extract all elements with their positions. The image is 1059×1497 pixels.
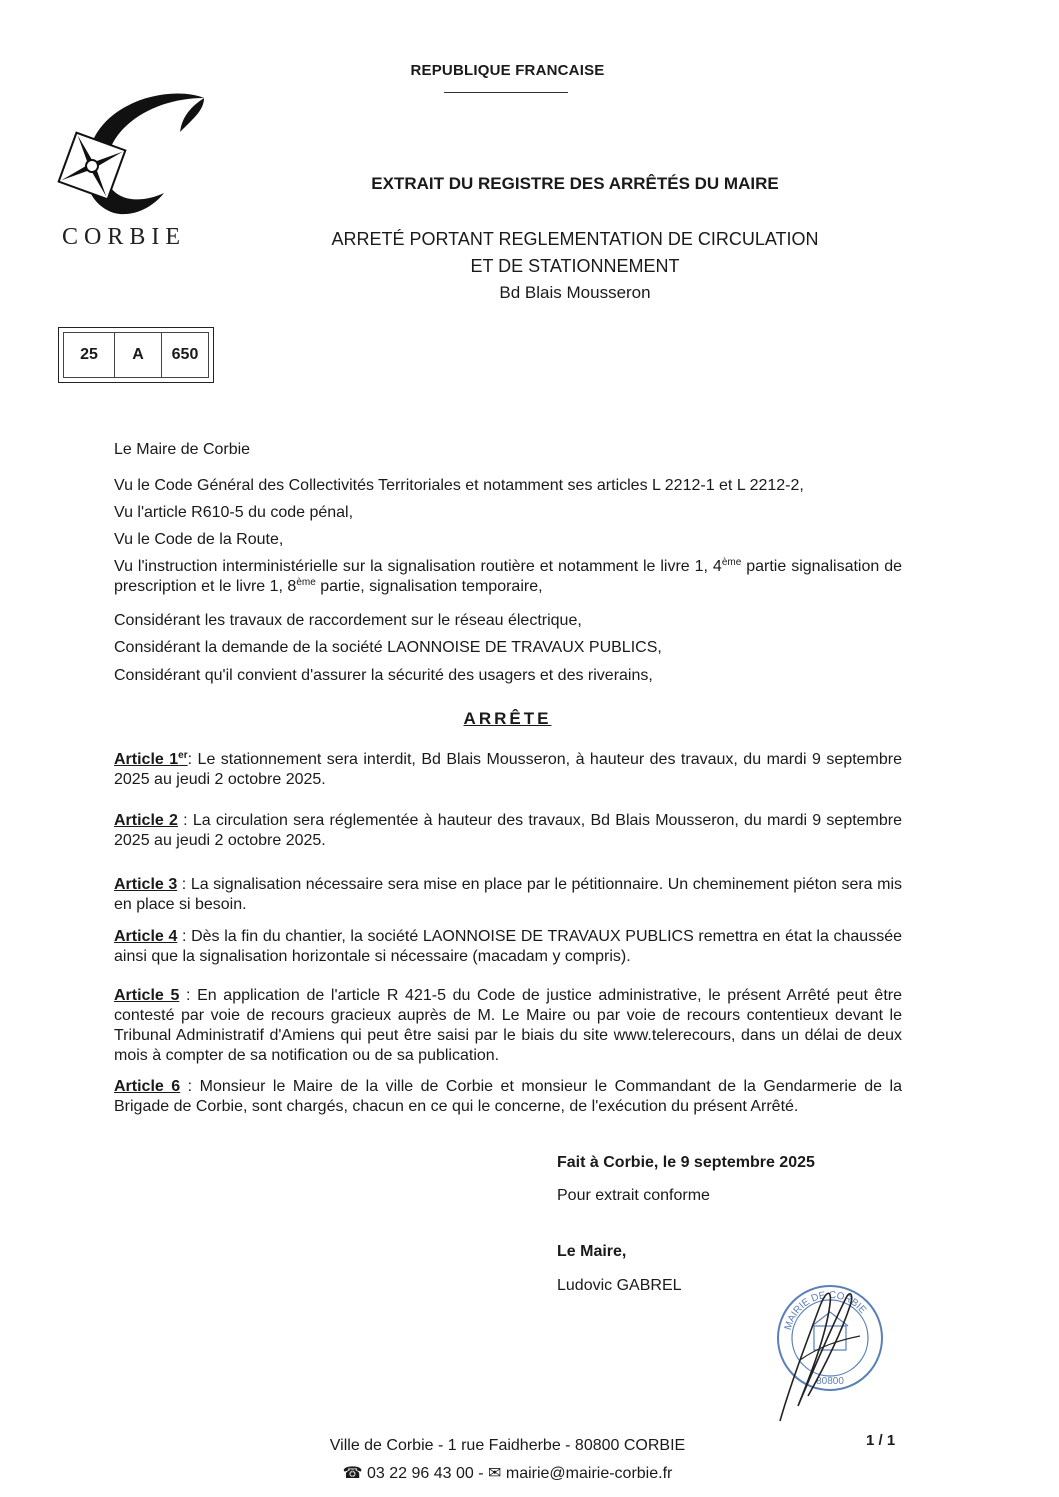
- register-extract-heading: EXTRAIT DU REGISTRE DES ARRÊTÉS DU MAIRE: [371, 174, 779, 193]
- article-6: Article 6 : Monsieur le Maire de la ville de Corbie et monsieur le Commandant de la Gendarmerie de la Brigade de Corbie, sont chargés, chacun en ce qui le concerne, de l'exécution du présent Arrêté.: [114, 1078, 903, 1115]
- decree-title-line1: ARRETÉ PORTANT REGLEMENTATION DE CIRCULATION: [331, 229, 819, 249]
- footer-address: Ville de Corbie - 1 rue Faidherbe - 80800 CORBIE: [329, 1437, 686, 1454]
- signature-name: Ludovic GABREL: [557, 1277, 682, 1294]
- fax-mail-icon: ✉: [488, 1465, 502, 1482]
- preamble-considerant-securite: Considérant qu'il convient d'assurer la sécurité des usagers et des riverains,: [114, 667, 653, 684]
- reference-type: A: [115, 333, 162, 377]
- preamble-considerant-travaux: Considérant les travaux de raccordement sur le réseau électrique,: [114, 612, 582, 629]
- decree-title-location: Bd Blais Mousseron: [499, 283, 651, 302]
- article-5: Article 5 : En application de l'article R 421-5 du Code de justice administrative, le présent Arrêté peut être contesté par voie de recours gracieux auprès de M. Le Maire ou par voie de recours contentieux devant le Tribunal Administratif d'Amiens qui peut être saisi par le biais du site www.telerecours, dans un délai de deux mois à compter de sa notification ou de sa publication.: [114, 987, 903, 1064]
- phone-icon: ☎: [342, 1465, 363, 1482]
- reference-number: 650: [171, 346, 199, 363]
- footer-phone: 03 22 96 43 00: [367, 1465, 474, 1482]
- logo-wordmark: CORBIE: [62, 224, 187, 250]
- official-stamp-icon: [760, 1276, 890, 1426]
- preamble-vu-code-penal: Vu l'article R610-5 du code pénal,: [114, 504, 354, 521]
- republic-underline: [444, 92, 568, 93]
- signature-role: Le Maire,: [557, 1243, 627, 1260]
- preamble-vu-cgct: Vu le Code Général des Collectivités Territoriales et notamment ses articles L 2212-1 et L 2212-2,: [114, 477, 804, 494]
- decree-title-line2: ET DE STATIONNEMENT: [470, 256, 680, 276]
- preamble-intro: Le Maire de Corbie: [114, 441, 251, 458]
- preamble-considerant-demande: Considérant la demande de la société LAONNOISE DE TRAVAUX PUBLICS,: [114, 639, 662, 656]
- article-1: Article 1er: Le stationnement sera interdit, Bd Blais Mousseron, à hauteur des travaux, du mardi 9 septembre 2025 au jeudi 2 octobre 2025.: [114, 750, 903, 788]
- arrete-heading: ARRÊTE: [463, 709, 552, 728]
- article-3: Article 3 : La signalisation nécessaire sera mise en place par le pétitionnaire. Un cheminement piéton sera mis en place si besoin.: [114, 876, 903, 913]
- page-number: 1 / 1: [866, 1432, 896, 1449]
- preamble-vu-instruction: Vu l'instruction interministérielle sur la signalisation routière et notamment le livre 1, 4ème partie signalisation de prescription et le livre 1, 8ème partie, signalisation temporaire,: [114, 557, 903, 595]
- article-2: Article 2 : La circulation sera réglementée à hauteur des travaux, Bd Blais Mousseron, du mardi 9 septembre 2025 au jeudi 2 octobre 2025.: [114, 812, 903, 849]
- reference-number-box: [58, 327, 214, 383]
- svg-text:80800: 80800: [816, 1376, 844, 1387]
- article-4: Article 4 : Dès la fin du chantier, la société LAONNOISE DE TRAVAUX PUBLICS remettra en état la chaussée ainsi que la signalisation horizontale si nécessaire (macadam y compris).: [114, 928, 903, 965]
- republic-heading: REPUBLIQUE FRANCAISE: [410, 62, 605, 79]
- footer-contact: ☎ 03 22 96 43 00 - ✉ mairie@mairie-corbie.fr: [342, 1465, 673, 1482]
- preamble-vu-code-route: Vu le Code de la Route,: [114, 531, 284, 548]
- footer-email: mairie@mairie-corbie.fr: [505, 1465, 673, 1482]
- signature-date: Fait à Corbie, le 9 septembre 2025: [557, 1154, 815, 1171]
- reference-year: 25: [64, 333, 115, 377]
- signature-conformity: Pour extrait conforme: [557, 1187, 710, 1204]
- svg-text:MAIRIE DE CORBIE: MAIRIE DE CORBIE: [782, 1289, 869, 1332]
